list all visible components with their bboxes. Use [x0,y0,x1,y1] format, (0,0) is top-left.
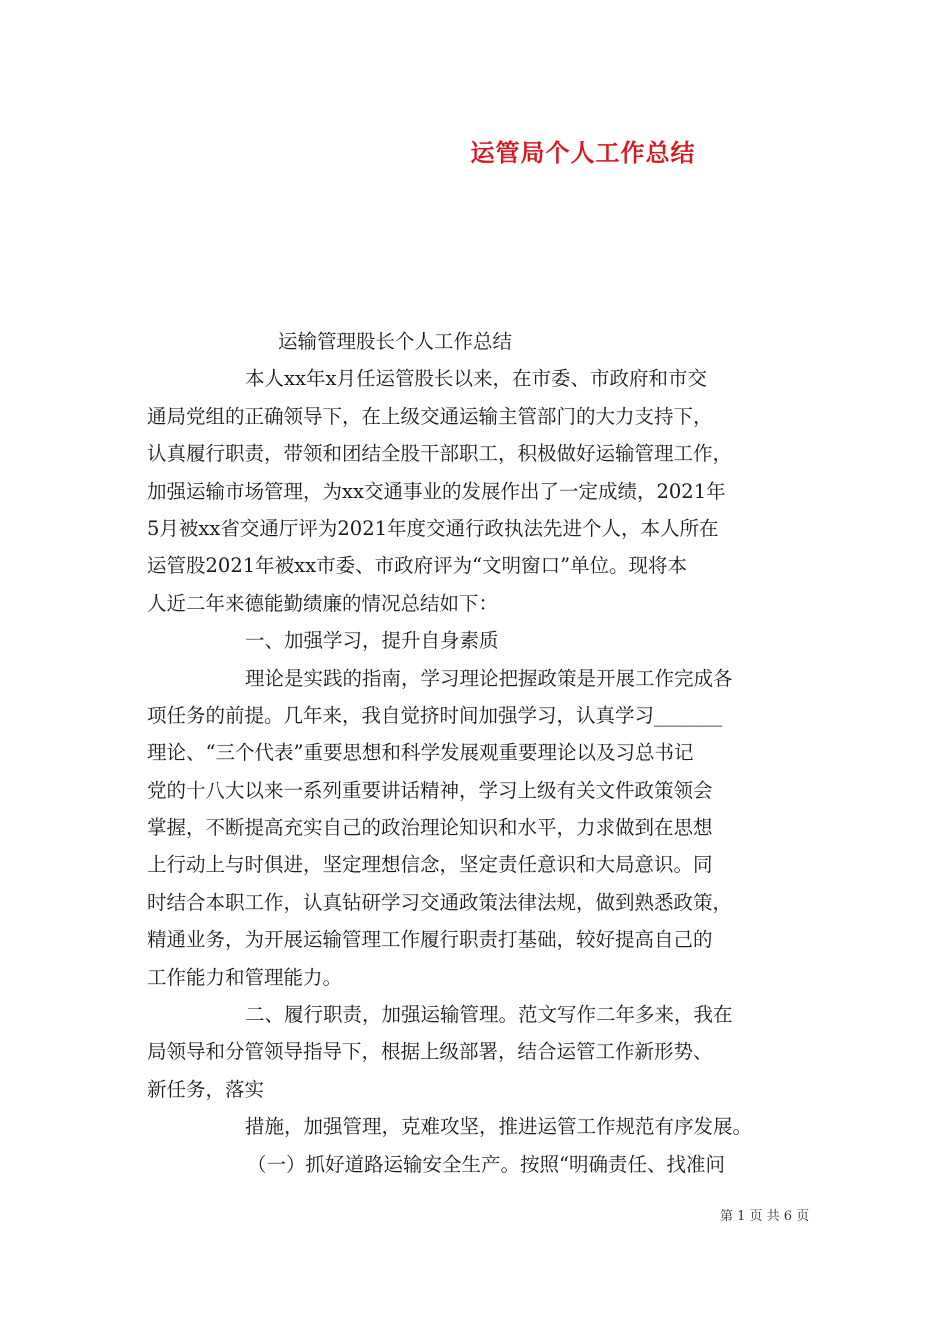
section-heading: 一、加强学习，提升自身素质 [245,629,499,653]
paragraph-line: 二、履行职责，加强运输管理。范文写作二年多来，我在 [245,1003,733,1027]
paragraph-line: 通局党组的正确领导下，在上级交通运输主管部门的大力支持下， [147,404,713,428]
document-body [147,323,817,1183]
paragraph-line: 加强运输市场管理，为xx交通事业的发展作出了一定成绩，2021年 [147,479,726,503]
paragraph-line: 本人xx年x月任运管股长以来，在市委、市政府和市交 [245,367,707,391]
paragraph-line: 认真履行职责，带领和团结全股干部职工，积极做好运输管理工作， [147,442,733,466]
paragraph-line: 人近二年来德能勤绩廉的情况总结如下： [147,591,499,615]
paragraph-line: 时结合本职工作，认真钻研学习交通政策法律法规，做到熟悉政策， [147,890,733,914]
paragraph-line: 工作能力和管理能力。 [147,965,343,989]
paragraph-line: 上行动上与时俱进，坚定理想信念，坚定责任意识和大局意识。同 [147,853,713,877]
paragraph-line: 新任务，落实 [147,1077,265,1101]
paragraph-line: 项任务的前提。几年来，我自觉挤时间加强学习，认真学习_______ [147,703,723,727]
paragraph-line: 运管股2021年被xx市委、市政府评为“文明窗口”单位。现将本 [147,554,688,578]
paragraph-line: （一）抓好道路运输安全生产。按照“明确责任、找准问 [247,1152,725,1176]
paragraph-line: 党的十八大以来一系列重要讲话精神，学习上级有关文件政策领会 [147,778,713,802]
paragraph-line: 理论是实践的指南，学习理论把握政策是开展工作完成各 [245,666,733,690]
paragraph-line: 精通业务，为开展运输管理工作履行职责打基础，较好提高自己的 [147,928,713,952]
page-number: 第 1 页 共 6 页 [720,1209,810,1224]
paragraph-line: 掌握，不断提高充实自己的政治理论知识和水平，力求做到在思想 [147,816,713,840]
paragraph-line: 措施，加强管理，克难攻坚，推进运管工作规范有序发展。 [245,1115,753,1139]
paragraph-line: 局领导和分管领导指导下，根据上级部署，结合运管工作新形势、 [147,1040,713,1064]
paragraph-line: 理论、“三个代表”重要思想和科学发展观重要理论以及习总书记 [147,741,694,765]
paragraph-line: 5月被xx省交通厅评为2021年度交通行政执法先进个人，本人所在 [147,516,719,540]
sub-title: 运输管理股长个人工作总结 [278,330,513,353]
document-title: 运管局个人工作总结 [470,139,696,167]
